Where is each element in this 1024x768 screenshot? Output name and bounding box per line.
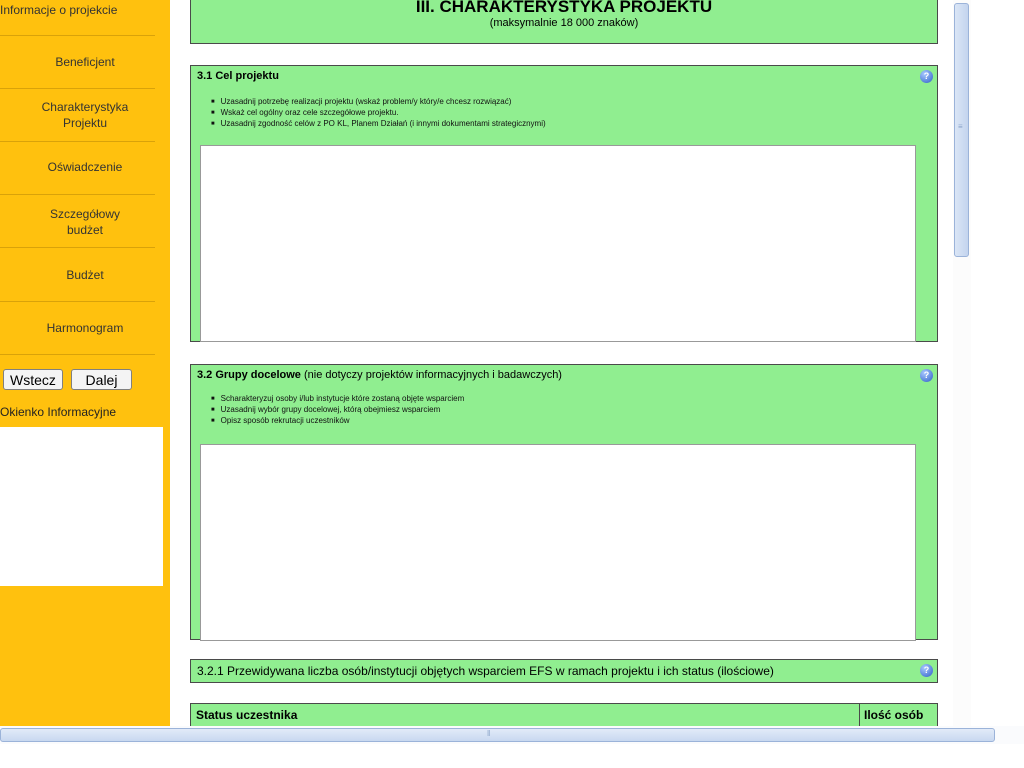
section-header-panel xyxy=(190,0,938,44)
grupy-docelowe-textarea[interactable] xyxy=(200,444,916,641)
section-title-text: 3.2 Grupy docelowe xyxy=(197,369,301,381)
table-column-divider xyxy=(859,704,860,726)
page-title: III. CHARAKTERYSTYKA PROJEKTU xyxy=(415,0,713,16)
section-grupy-docelowe xyxy=(190,364,938,640)
sidebar-item-label: Harmonogram xyxy=(46,321,124,335)
sidebar-divider xyxy=(0,301,155,302)
form-column xyxy=(190,0,938,726)
sidebar-divider xyxy=(0,247,155,248)
help-icon[interactable]: ? xyxy=(920,664,933,677)
list-item: ■ Opisz sposób rekrutacji uczestników xyxy=(211,416,464,427)
instruction-list xyxy=(211,394,464,427)
back-button[interactable]: Wstecz xyxy=(3,369,63,390)
list-item: ■ Wskaż cel ogólny oraz cele szczegółowe projektu. xyxy=(211,108,546,119)
list-item: ■ Uzasadnij zgodność celów z PO KL, Planem Działań (i innymi dokumentami strategicznymi) xyxy=(211,119,546,130)
next-button[interactable]: Dalej xyxy=(71,369,132,390)
sidebar-item-charakterystyka-projektu[interactable] xyxy=(0,96,170,134)
sidebar xyxy=(0,0,170,726)
instruction-list xyxy=(211,97,546,130)
sidebar-item-oswiadczenie[interactable] xyxy=(0,155,170,179)
table-header-ilosc-osob: Ilość osób xyxy=(864,708,924,722)
vertical-scrollbar-thumb[interactable] xyxy=(954,3,969,257)
status-table xyxy=(190,703,938,726)
vertical-scrollbar[interactable] xyxy=(953,0,971,726)
horizontal-scrollbar-thumb[interactable] xyxy=(0,728,995,742)
sidebar-divider xyxy=(0,88,155,89)
help-icon[interactable]: ? xyxy=(920,369,933,382)
sidebar-divider xyxy=(0,35,155,36)
section-title-note: (nie dotyczy projektów informacyjnych i badawczych) xyxy=(303,369,562,381)
sidebar-item-label: Budżet xyxy=(66,268,104,282)
list-item: ■ Scharakteryzuj osoby i/lub instytucje które zostaną objęte wsparciem xyxy=(211,394,464,405)
horizontal-scrollbar[interactable] xyxy=(0,726,1024,744)
list-item: ■ Uzasadnij wybór grupy docelowej, którą obejmiesz wsparciem xyxy=(211,405,464,416)
info-box xyxy=(0,427,163,586)
sidebar-item-szczegolowy-budzet[interactable] xyxy=(0,203,170,241)
table-header-status: Status uczestnika xyxy=(196,708,298,722)
sidebar-item-label: Charakterystyka Projektu xyxy=(41,100,129,130)
list-item: ■ Uzasadnij potrzebę realizacji projektu (wskaż problem/y który/e chcesz rozwiązać) xyxy=(211,97,546,108)
scrollbar-grip-icon: ≡ xyxy=(958,122,963,131)
sidebar-item-beneficjent[interactable] xyxy=(0,50,170,74)
section-title xyxy=(197,369,562,381)
sidebar-item-harmonogram[interactable] xyxy=(0,316,170,340)
section-title: 3.1 Cel projektu xyxy=(197,70,279,82)
section-cel-projektu xyxy=(190,65,938,342)
sidebar-item-label: Oświadczenie xyxy=(47,160,123,174)
help-icon[interactable]: ? xyxy=(920,70,933,83)
sidebar-item-budzet[interactable] xyxy=(0,263,170,287)
cel-projektu-textarea[interactable] xyxy=(200,145,916,342)
sidebar-divider xyxy=(0,354,155,355)
scrollbar-grip-icon: ‖ xyxy=(487,729,491,738)
sidebar-item-label: Informacje o projekcie xyxy=(0,3,118,17)
info-box-label: Okienko Informacyjne xyxy=(0,405,117,419)
sidebar-divider xyxy=(0,141,155,142)
sidebar-item-informacje-o-projekcie[interactable] xyxy=(0,0,170,20)
page-subtitle: (maksymalnie 18 000 znaków) xyxy=(489,17,639,29)
sidebar-item-label: Szczegółowy budżet xyxy=(49,207,121,237)
sidebar-divider xyxy=(0,194,155,195)
section-przewidywana-liczba xyxy=(190,659,938,683)
section-title: 3.2.1 Przewidywana liczba osób/instytucji objętych wsparciem EFS w ramach projektu i ich status (ilościowe) xyxy=(197,664,774,678)
sidebar-item-label: Beneficjent xyxy=(55,55,115,69)
